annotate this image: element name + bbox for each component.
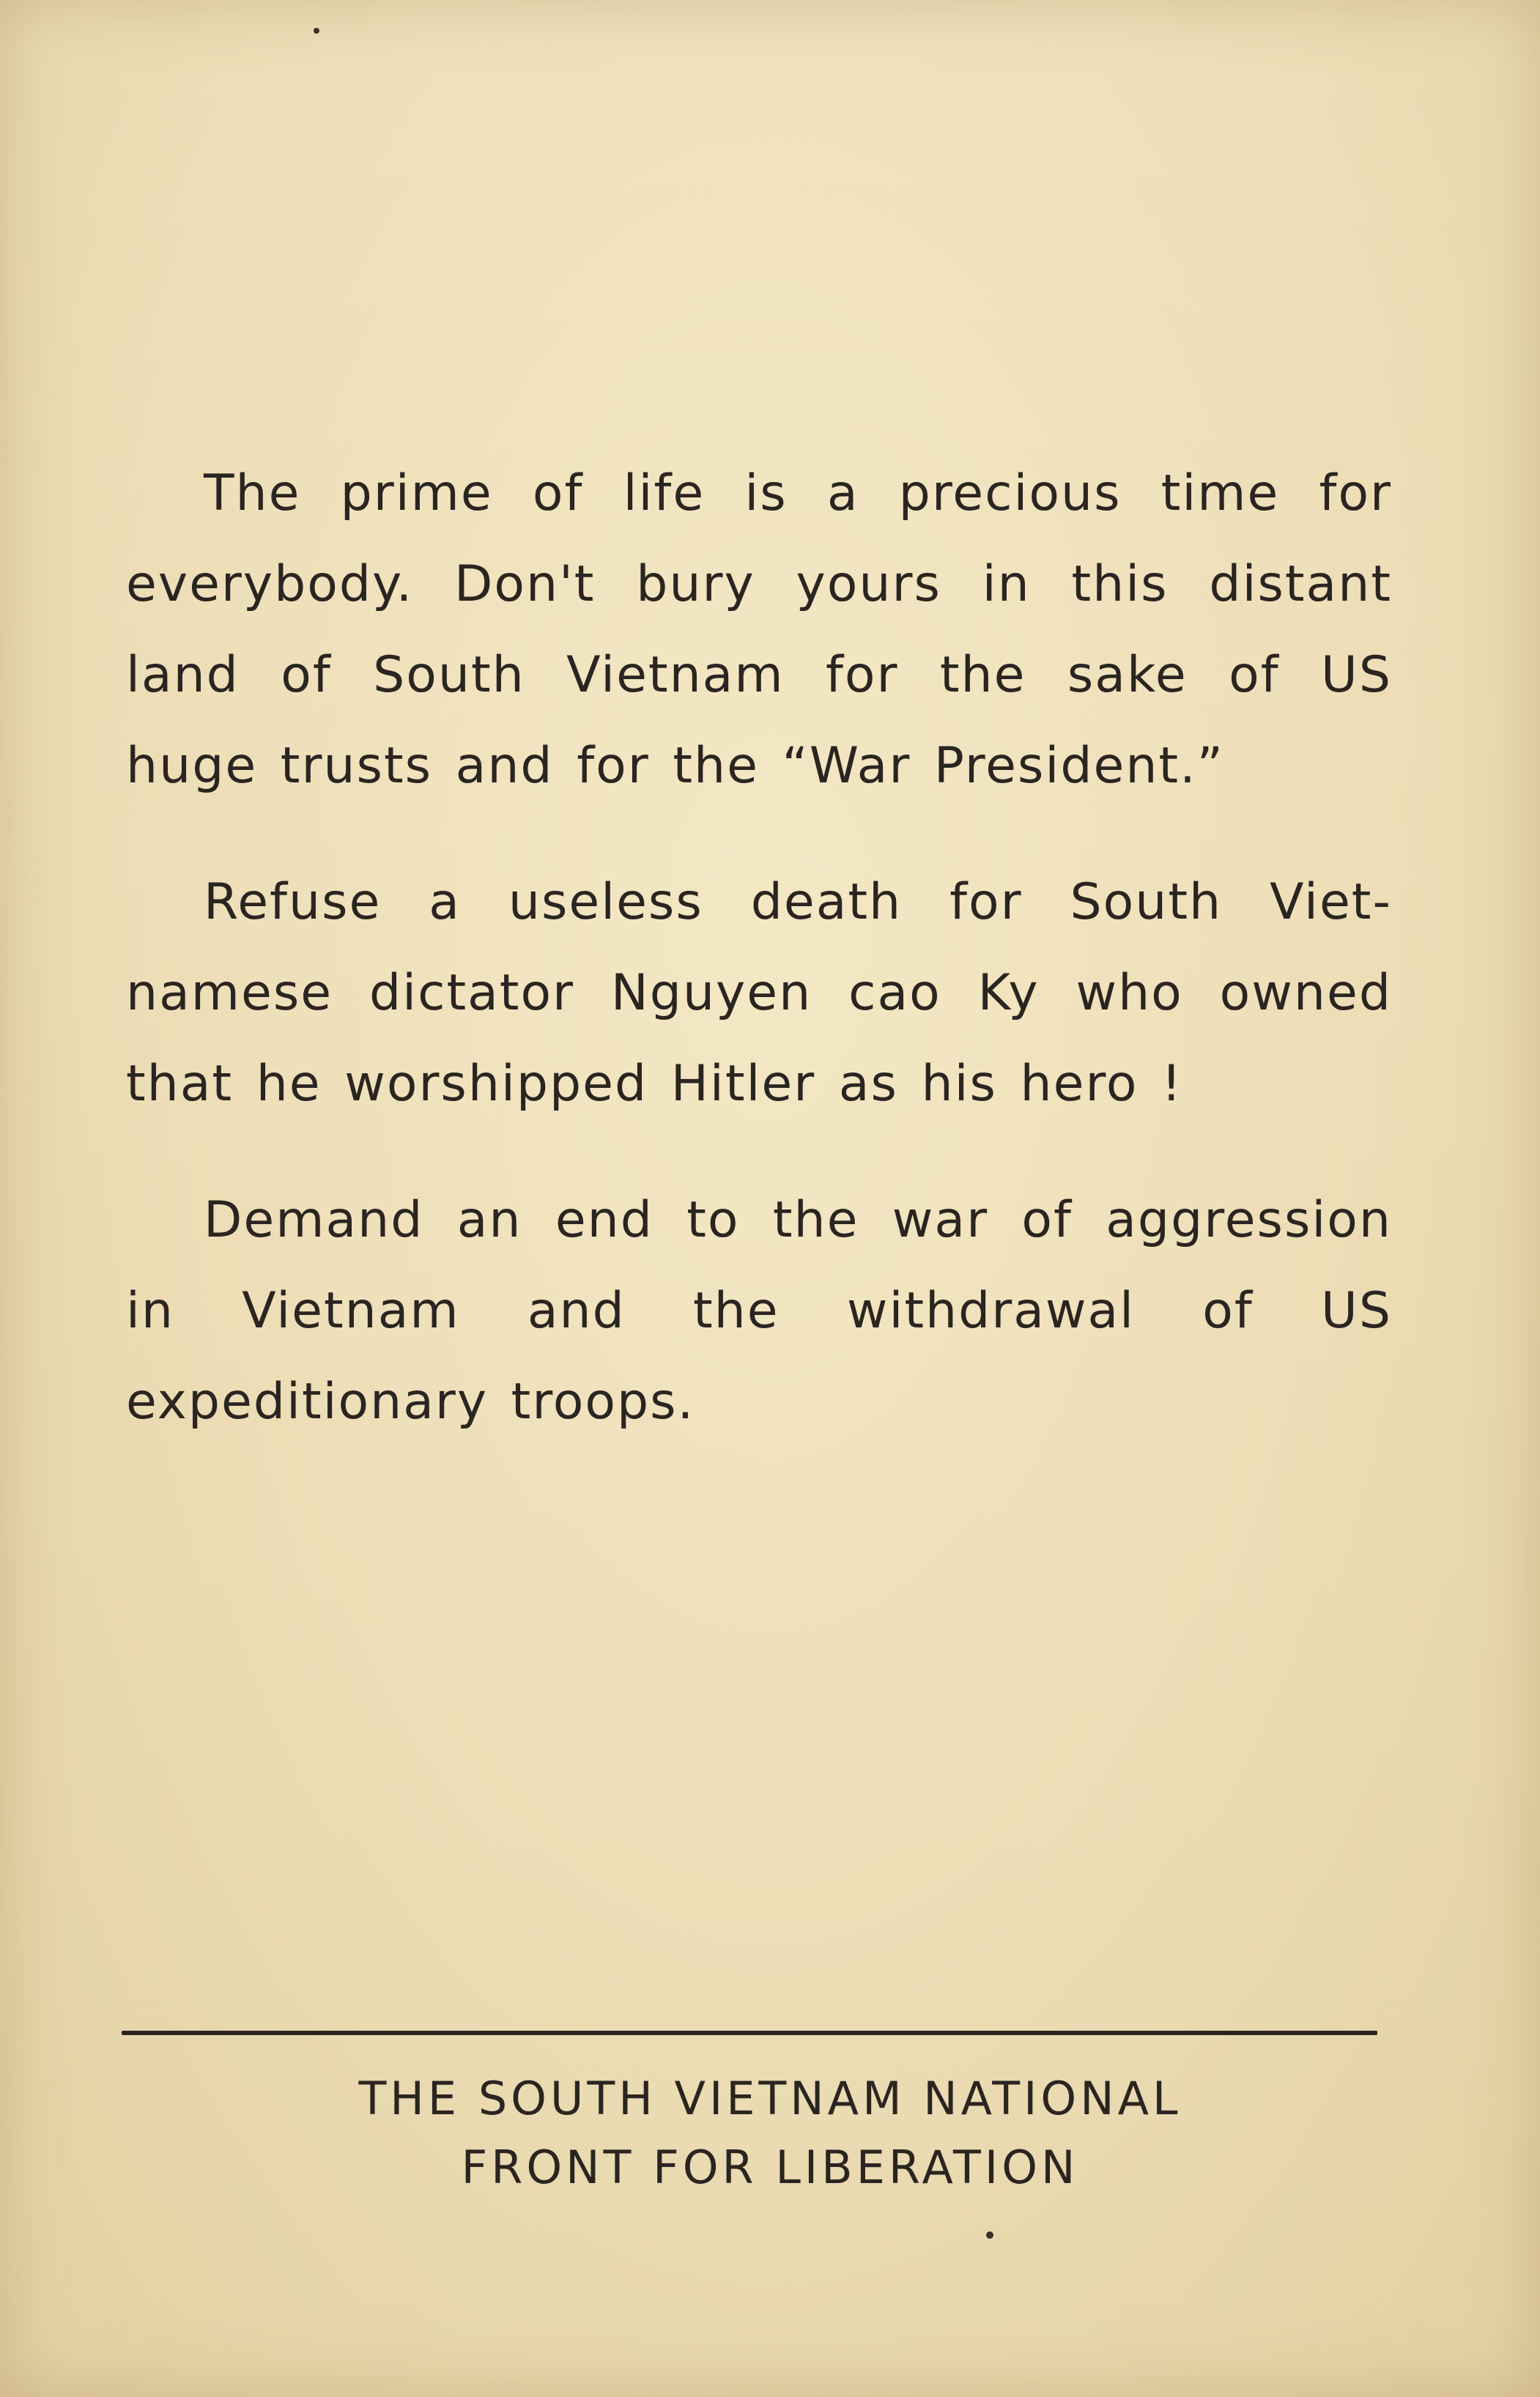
- paragraph-demand-end-to-war: Demand an end to the war of aggression in Vietnam and the withdrawal of US expeditionary troops.: [126, 1191, 1392, 1431]
- divider-rule: [122, 2031, 1377, 2035]
- paragraph-prime-of-life: The prime of life is a precious time for everybody. Don't bury yours in this distant land of South Vietnam for the sake of US huge trusts and for the “War President.”: [126, 464, 1392, 795]
- ink-speck: [314, 28, 319, 34]
- paragraph-refuse-useless-death: Refuse a useless death for South Viet-namese dictator Nguyen cao Ky who owned that he worshipped Hitler as his hero !: [126, 873, 1392, 1113]
- signature-block: [0, 2064, 1540, 2202]
- ink-speck: [986, 2231, 993, 2239]
- leaflet-body: [126, 448, 1392, 1448]
- signature-line-2: FRONT FOR LIBERATION: [461, 2141, 1079, 2194]
- signature-line-1: THE SOUTH VIETNAM NATIONAL: [358, 2072, 1182, 2125]
